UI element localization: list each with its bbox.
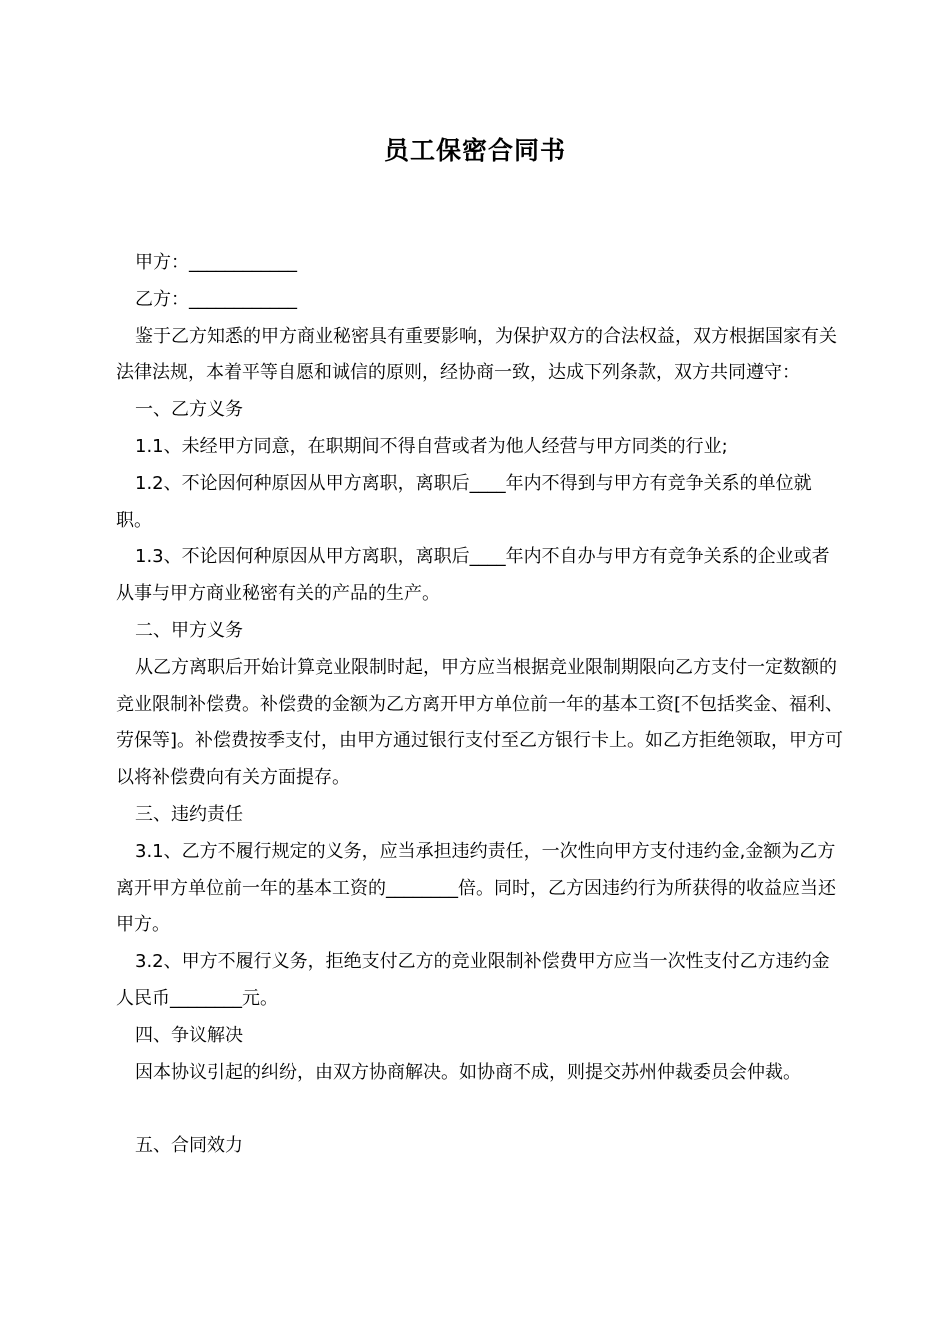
section-heading-4: 四、争议解决 [135,1024,243,1046]
section-heading-1: 一、乙方义务 [135,399,243,421]
section-heading-2: 二、甲方义务 [135,619,243,641]
party-b-line: 乙方：____________ [135,288,297,310]
document-body [116,245,846,1165]
party-a-obligation-paragraph: 从乙方离职后开始计算竞业限制时起，甲方应当根据竞业限制期限向乙方支付一定数额的竞业限制补偿费。补偿费的金额为乙方离开甲方单位前一年的基本工资[不包括奖金、福利、劳保等]。补偿费按季支付，由甲方通过银行支付至乙方银行卡上。如乙方拒绝领取，甲方可以将补偿费向有关方面提存。 [116,656,844,789]
clause-1-1: 1.1、未经甲方同意，在职期间不得自营或者为他人经营与甲方同类的行业; [135,435,728,457]
preamble-paragraph: 鉴于乙方知悉的甲方商业秘密具有重要影响，为保护双方的合法权益，双方根据国家有关法律法规，本着平等自愿和诚信的原则，经协商一致，达成下列条款，双方共同遵守： [116,325,837,384]
clause-3-2: 3.2、甲方不履行义务，拒绝支付乙方的竞业限制补偿费甲方应当一次性支付乙方违约金人民币________元。 [116,951,830,1009]
party-a-line: 甲方：____________ [135,252,297,273]
dispute-resolution-paragraph: 因本协议引起的纠纷，由双方协商解决。如协商不成，则提交苏州仲裁委员会仲裁。 [135,1061,801,1083]
section-heading-3: 三、违约责任 [135,803,243,825]
document-title: 员工保密合同书 [383,136,566,165]
clause-1-2: 1.2、不论因何种原因从甲方离职，离职后____年内不得到与甲方有竞争关系的单位就职。 [116,472,812,531]
section-heading-5: 五、合同效力 [135,1135,243,1157]
clause-1-3: 1.3、不论因何种原因从甲方离职，离职后____年内不自办与甲方有竞争关系的企业或者从事与甲方商业秘密有关的产品的生产。 [116,546,830,605]
blank-spacer [116,1091,846,1128]
clause-3-1: 3.1、乙方不履行规定的义务，应当承担违约责任，一次性向甲方支付违约金,金额为乙方离开甲方单位前一年的基本工资的________倍。同时，乙方因违约行为所获得的收益应当还甲方。 [116,840,836,936]
